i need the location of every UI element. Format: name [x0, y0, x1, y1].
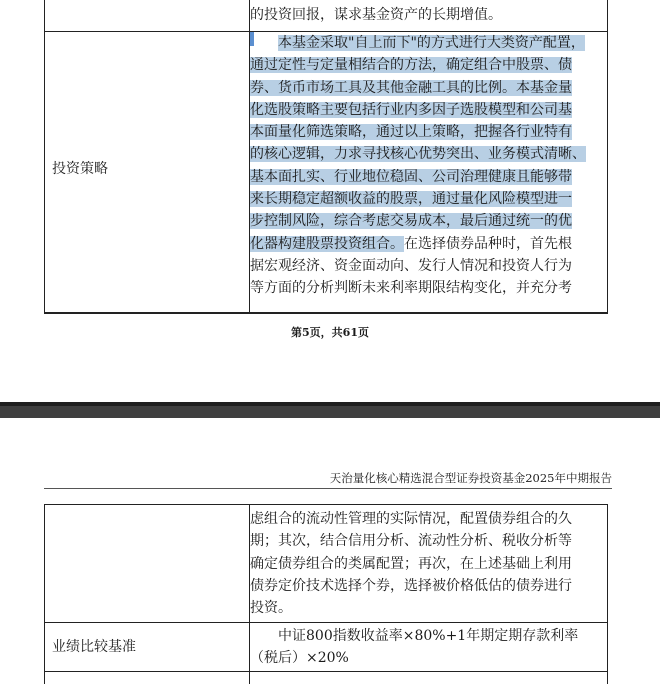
table-border-left [44, 504, 45, 684]
highlighted-text[interactable]: 来长期稳定超额收益的股票，通过量化风险模型进一 [250, 191, 572, 208]
row-label-strategy: 投资策略 [52, 161, 108, 177]
text-line: 虑组合的流动性管理的实际情况，配置债券组合的久 [250, 511, 572, 527]
text-line: 的投资回报，谋求基金资产的长期增值。 [250, 7, 502, 23]
text-line: 据宏观经济、资金面动向、发行人情况和投资人行为 [250, 257, 572, 274]
highlighted-text[interactable]: 本面量化筛选策略，通过以上策略，把握各行业特有 [250, 124, 572, 141]
text-line: 确定债券组合的类属配置；再次，在上述基础上利用 [250, 555, 572, 572]
previous-row-text [250, 4, 600, 26]
document-page-2 [0, 418, 660, 674]
table-row-divider [44, 671, 608, 672]
text-line: 债券定价技术选择个券，选择被价格低估的债券进行 [250, 577, 572, 594]
table-border-top [44, 504, 608, 505]
text-line: 等方面的分析判断未来利率期限结构变化，并充分考 [250, 280, 572, 297]
header-rule [44, 488, 612, 489]
investment-table-continued [44, 504, 608, 684]
highlighted-text[interactable]: 的核心逻辑，力求寻找核心优势突出、业务模式清晰、 [250, 146, 586, 163]
row-label-benchmark: 业绩比较基准 [52, 639, 136, 655]
text-line: 期；其次，结合信用分析、流动性分析、税收分析等 [250, 533, 572, 550]
table-border-right [607, 504, 608, 684]
highlighted-text[interactable]: 本基金采取"自上而下"的方式进行大类资产配置， [278, 35, 585, 51]
report-header: 天治量化核心精选混合型证券投资基金2025年中期报告 [329, 471, 612, 485]
highlighted-text[interactable]: 基本面扎实、行业地位稳固、公司治理健康且能够带 [250, 168, 572, 185]
highlighted-text[interactable]: 步控制风险，综合考虑交易成本，最后通过统一的优 [250, 213, 572, 230]
table-border-left [44, 0, 45, 312]
highlighted-text[interactable]: 化选股策略主要包括行业内多因子选股模型和公司基 [250, 101, 572, 118]
text-fragment: 在选择债券品种时，首先根 [404, 235, 572, 252]
highlighted-text[interactable]: 通过定性与定量相结合的方法，确定组合中股票、债 [250, 57, 572, 74]
text-line: 投资。 [250, 600, 292, 617]
page-number: 第5页，共61页 [291, 326, 369, 339]
table-border-right [607, 0, 608, 312]
table-row-divider [44, 622, 608, 623]
benchmark-description [250, 625, 600, 670]
page-separator-shadow [0, 402, 660, 406]
strategy-description-continued [250, 508, 600, 619]
highlighted-text[interactable]: 券、货币市场工具及其他金融工具的比例。本基金量 [250, 79, 572, 96]
highlighted-text[interactable]: 化器构建股票投资组合。 [250, 235, 404, 252]
text-line: 中证800指数收益率×80%+1年期定期存款利率 [278, 628, 579, 644]
text-line: （税后）×20% [250, 650, 349, 667]
investment-table [44, 0, 608, 314]
strategy-description [250, 32, 600, 300]
